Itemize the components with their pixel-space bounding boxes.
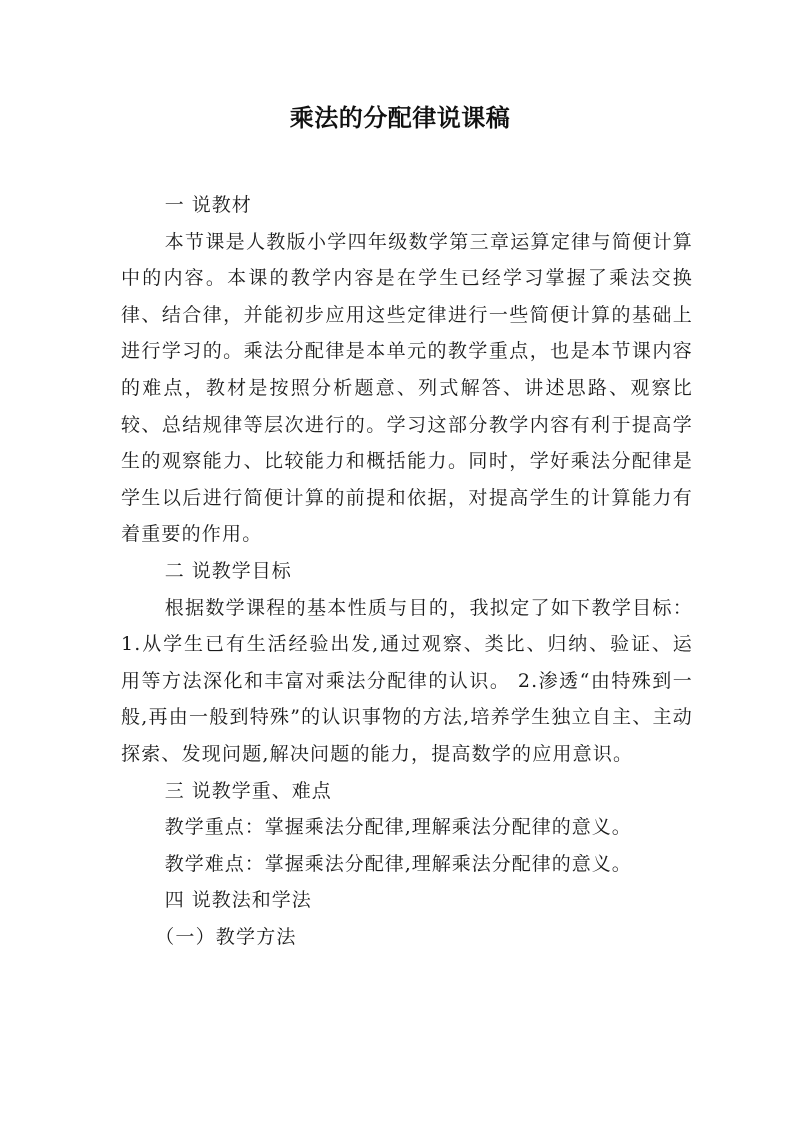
difficult-point-line: 教学难点：掌握乘法分配律,理解乘法分配律的意义。 [164, 852, 632, 875]
section-heading-methods: 四 说教法和学法 [164, 889, 312, 912]
subsection-heading-teaching-methods: （一）教学方法 [155, 925, 297, 948]
section-heading-objectives: 二 说教学目标 [164, 559, 292, 582]
document-body [121, 187, 693, 955]
section-heading-key-points: 三 说教学重、难点 [164, 779, 332, 802]
paragraph-objectives: 根据数学课程的基本性质与目的，我拟定了如下教学目标：1.从学生已有生活经验出发,通过观察、类比、归纳、验证、运用等方法深化和丰富对乘法分配律的认识。 2.渗透“由特殊到一般,再由一般到特殊”的认识事物的方法,培养学生独立自主、主动探索、发现问题,解决问题的能力，提高数学的应用意识。 [121, 596, 693, 765]
document-title: 乘法的分配律说课稿 [289, 104, 511, 132]
paragraph-textbook: 本节课是人教版小学四年级数学第三章运算定律与简便计算中的内容。本课的教学内容是在学生已经学习掌握了乘法交换律、结合律，并能初步应用这些定律进行一些简便计算的基础上进行学习的。乘法分配律是本单元的教学重点，也是本节课内容的难点，教材是按照分析题意、列式解答、讲述思路、观察比较、总结规律等层次进行的。学习这部分教学内容有利于提高学生的观察能力、比较能力和概括能力。同时，学好乘法分配律是学生以后进行简便计算的前提和依据，对提高学生的计算能力有着重要的作用。 [121, 230, 693, 546]
section-heading-textbook: 一 说教材 [164, 194, 252, 216]
key-point-line: 教学重点：掌握乘法分配律,理解乘法分配律的意义。 [164, 816, 632, 839]
